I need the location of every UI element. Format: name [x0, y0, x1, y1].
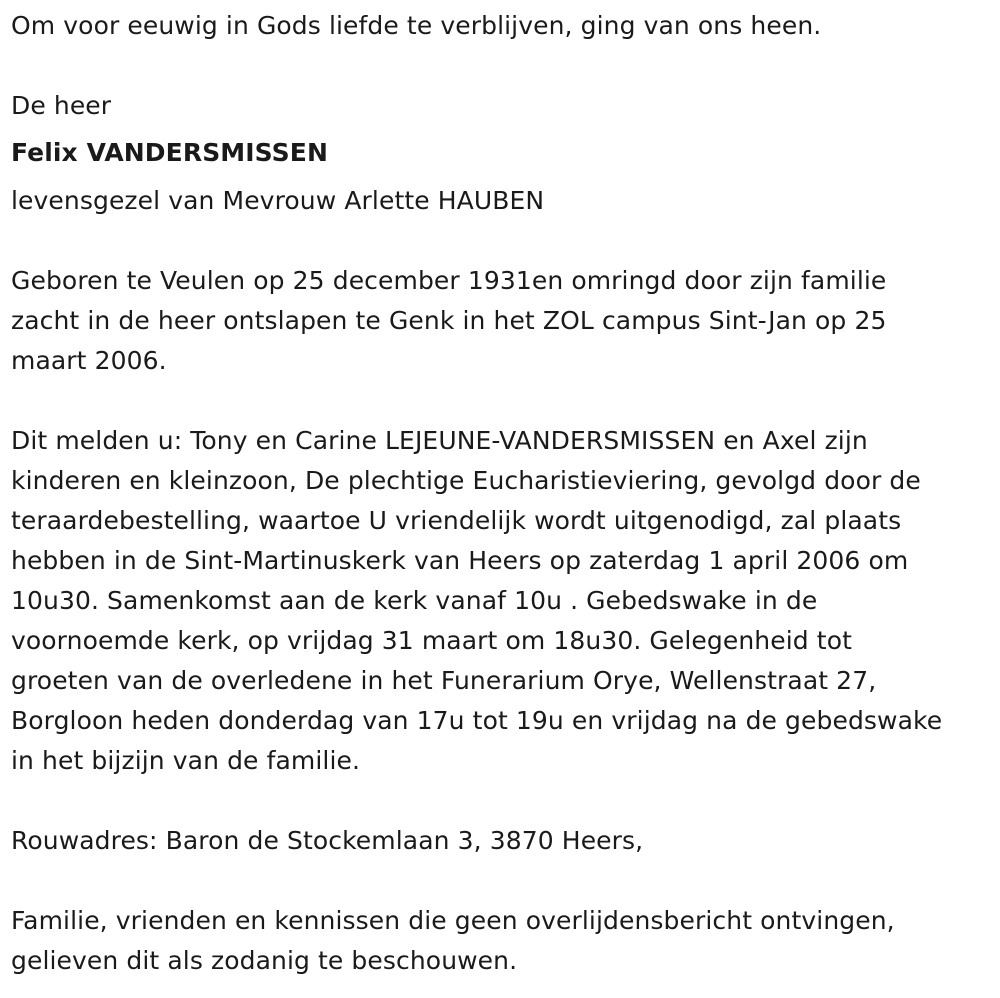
announcement-line: Borgloon heden donderdag van 17u tot 19u en vrijdag na de gebedswake: [11, 706, 943, 735]
announcement-line: hebben in de Sint-Martinuskerk van Heers op zaterdag 1 april 2006 om: [11, 546, 909, 575]
announcement-line: groeten van de overledene in het Funerarium Orye, Wellenstraat 27,: [11, 666, 877, 695]
birth-line: Geboren te Veulen op 25 december 1931en omringd door zijn familie: [11, 266, 887, 295]
birth-line: zacht in de heer ontslapen te Genk in het ZOL campus Sint-Jan op 25: [11, 306, 887, 335]
partner-line: levensgezel van Mevrouw Arlette HAUBEN: [11, 186, 545, 215]
announcement-line: in het bijzijn van de familie.: [11, 746, 361, 775]
announcement-line: 10u30. Samenkomst aan de kerk vanaf 10u . Gebedswake in de: [11, 586, 818, 615]
mourning-address: Rouwadres: Baron de Stockemlaan 3, 3870 Heers,: [11, 826, 644, 855]
salutation: De heer: [11, 91, 112, 120]
closing-line: gelieven dit als zodanig te beschouwen.: [11, 946, 518, 975]
announcement-line: kinderen en kleinzoon, De plechtige Eucharistieviering, gevolgd door de: [11, 466, 921, 495]
announcement-line: teraardebestelling, waartoe U vriendelijk wordt uitgenodigd, zal plaats: [11, 506, 902, 535]
announcement-line: Dit melden u: Tony en Carine LEJEUNE-VANDERSMISSEN en Axel zijn: [11, 426, 868, 455]
closing-line: Familie, vrienden en kennissen die geen overlijdensbericht ontvingen,: [11, 906, 895, 935]
announcement-line: voornoemde kerk, op vrijdag 31 maart om 18u30. Gelegenheid tot: [11, 626, 852, 655]
birth-line: maart 2006.: [11, 346, 167, 375]
intro-text: Om voor eeuwig in Gods liefde te verblijven, ging van ons heen.: [11, 11, 822, 40]
deceased-name: Felix VANDERSMISSEN: [11, 138, 328, 167]
